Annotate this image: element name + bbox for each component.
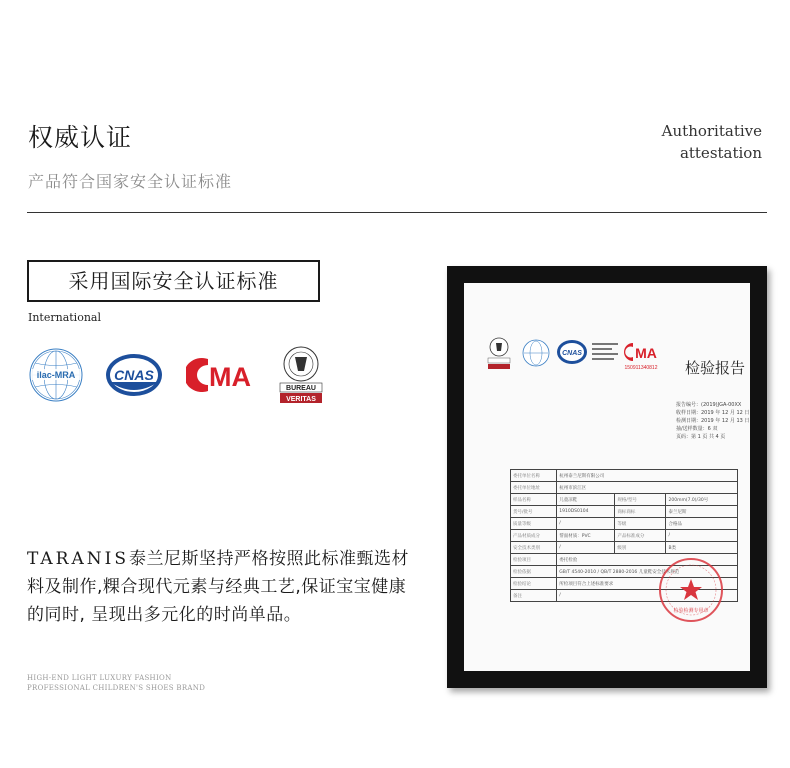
report-meta-line: 抽/送样数量：6 双 — [676, 426, 718, 432]
table-row — [511, 530, 738, 542]
page-title: 权威认证 — [28, 123, 133, 152]
table-cell: 产品标准成分 — [615, 530, 666, 542]
table-cell: 备注 — [511, 590, 557, 602]
report-meta — [676, 401, 749, 441]
description-text: 泰兰尼斯坚持严格按照此标准甄选材料及制作,粿合现代元素与经典工艺,保证宝宝健康的同时, 呈现出多元化的时尚单品。 — [27, 549, 409, 625]
test-report — [464, 283, 750, 671]
table-row — [511, 482, 738, 494]
table-cell: 合格品 — [666, 518, 738, 530]
table-cell: / — [557, 542, 615, 554]
table-cell: 泰兰尼斯 — [666, 506, 738, 518]
table-cell: 1910DS0104 — [557, 506, 615, 518]
report-bv-logo — [486, 337, 512, 371]
report-meta-line: 页码：第 1 页 共 4 页 — [676, 434, 726, 440]
report-title: 检验报告 — [685, 359, 746, 377]
official-stamp — [658, 557, 724, 623]
table-cell: 检验依据 — [511, 566, 557, 578]
cnas-logo — [104, 352, 164, 398]
table-cell: 样品名称 — [511, 494, 557, 506]
section-box-title: 采用国际安全认证标准 — [27, 260, 320, 302]
english-title — [662, 120, 762, 164]
table-cell: 委托单位地址 — [511, 482, 557, 494]
table-cell: 检验结论 — [511, 578, 557, 590]
table-cell: 杭州市滨江区 — [557, 482, 738, 494]
report-lab-mark — [592, 339, 618, 365]
report-cma-logo — [622, 341, 660, 371]
report-ilac-logo — [522, 339, 550, 367]
bureau-veritas-logo — [277, 345, 325, 405]
report-meta-line: 检测日期：2019 年 12 月 13 日 — [676, 418, 750, 424]
table-cell: 货号/批号 — [511, 506, 557, 518]
report-cnas-logo — [556, 339, 588, 365]
table-cell: 所检项目符合上述标准要求 — [557, 578, 738, 590]
table-cell: 质量等级 — [511, 518, 557, 530]
report-cma-text: MA — [635, 345, 657, 361]
ilac-mra-logo — [29, 348, 83, 402]
english-title-line2: attestation — [679, 144, 762, 162]
certificate-frame — [447, 266, 767, 688]
table-cell: 委托单位名称 — [511, 470, 557, 482]
table-cell: 商标商标 — [615, 506, 666, 518]
report-meta-line: 报告编号：(2019)JGA-00XX — [676, 402, 742, 408]
section-label: International — [28, 311, 101, 324]
bv-text-line1: BUREAU — [286, 385, 316, 392]
cnas-logo-text: CNAS — [114, 367, 154, 383]
table-cell: GB/T 4540-2010 / QB/T 2880-2016 儿童鞋安全技术规范 — [557, 566, 738, 578]
cma-logo — [186, 355, 254, 395]
tagline — [27, 673, 205, 693]
ilac-logo-text: ilac-MRA — [36, 370, 76, 380]
table-cell: 委托检验 — [557, 554, 738, 566]
table-cell: 200mm(7.0)/30号 — [666, 494, 738, 506]
table-cell: / — [557, 518, 615, 530]
report-cma-number: 150911340812 — [624, 365, 658, 371]
table-cell: 产品材质成分 — [511, 530, 557, 542]
table-cell: 儿童凉鞋 — [557, 494, 615, 506]
table-cell: 帮面材质：PVC — [557, 530, 615, 542]
report-cnas-text: CNAS — [562, 350, 582, 357]
page-subtitle: 产品符合国家安全认证标准 — [28, 172, 233, 191]
brand-name: TARANIS — [27, 549, 129, 569]
table-row — [511, 494, 738, 506]
tagline-line1: HIGH-END LIGHT LUXURY FASHION — [27, 674, 172, 682]
english-title-line1: Authoritative — [661, 122, 762, 140]
table-cell: / — [666, 530, 738, 542]
table-cell: 安全技术类别 — [511, 542, 557, 554]
stamp-text: 检验检测专用章 — [673, 608, 709, 614]
table-cell: 级别 — [615, 542, 666, 554]
table-row — [511, 542, 738, 554]
table-cell: / — [557, 590, 738, 602]
table-row — [511, 506, 738, 518]
table-cell: 规格/型号 — [615, 494, 666, 506]
table-row — [511, 470, 738, 482]
bv-text-line2: VERITAS — [286, 396, 316, 403]
table-cell: 等级 — [615, 518, 666, 530]
table-cell: 检验项目 — [511, 554, 557, 566]
brand-description — [27, 545, 417, 629]
tagline-line2: PROFESSIONAL CHILDREN'S SHOES BRAND — [27, 684, 206, 692]
table-cell: 杭州泰兰尼斯有限公司 — [557, 470, 738, 482]
report-meta-line: 收样日期：2019 年 12 月 12 日 — [676, 410, 750, 416]
divider — [27, 212, 767, 213]
table-cell: B类 — [666, 542, 738, 554]
table-row — [511, 518, 738, 530]
cma-logo-text: MA — [209, 362, 251, 392]
